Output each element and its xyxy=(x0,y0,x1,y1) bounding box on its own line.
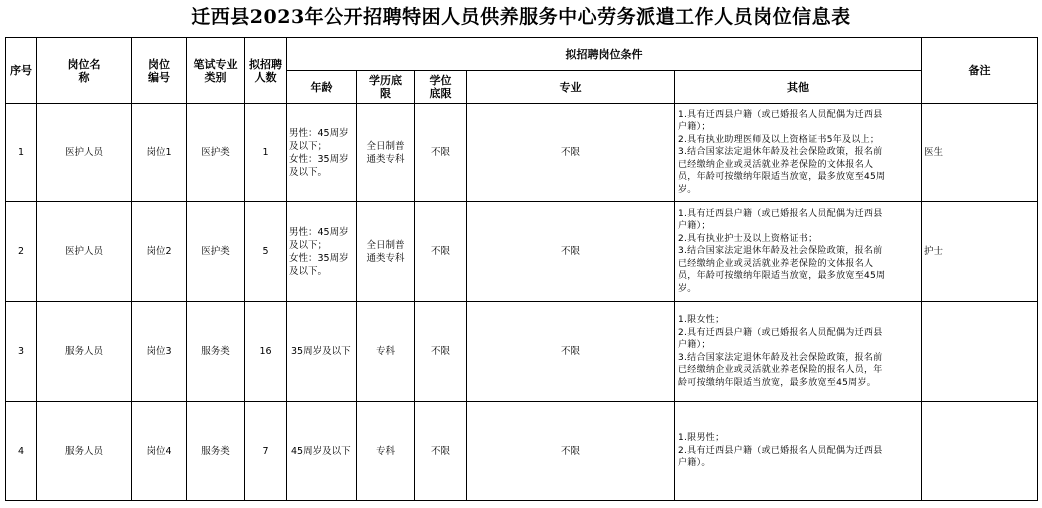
header-post-name: 岗位名称 xyxy=(37,38,132,104)
post-info-table xyxy=(5,37,1038,501)
cell-exam-category: 医护类 xyxy=(187,202,245,302)
cell-post-code: 岗位4 xyxy=(132,402,187,501)
cell-age xyxy=(287,302,357,402)
requirement-line: 户籍）。 xyxy=(678,458,711,469)
table-row xyxy=(6,104,1038,202)
cell-count: 5 xyxy=(245,202,287,302)
age-line: 45周岁及以下 xyxy=(291,445,351,457)
age-line: 男性：45周岁 xyxy=(289,127,349,139)
cell-education xyxy=(357,402,415,501)
requirement-line: 户籍）； xyxy=(678,221,711,232)
cell-degree: 不限 xyxy=(415,202,467,302)
page-title: 迁西县2023年公开招聘特困人员供养服务中心劳务派遣工作人员岗位信息表 xyxy=(191,6,851,28)
table-row xyxy=(6,402,1038,501)
header-education: 学历底限 xyxy=(357,71,415,104)
cell-post-name: 医护人员 xyxy=(37,202,132,302)
cell-major: 不限 xyxy=(467,202,675,302)
header-count: 拟招聘人数 xyxy=(245,38,287,104)
requirement-line: 已经缴纳企业或灵活就业养老保险的文体报名人 xyxy=(678,159,874,170)
requirement-line: 2.具有迁西县户籍（或已婚报名人员配偶为迁西县 xyxy=(678,445,883,456)
age-line: 女性：35周岁 xyxy=(289,252,349,264)
age-line: 35周岁及以下 xyxy=(291,346,351,357)
requirement-line: 员，年龄可按缴纳年限适当放宽，最多放宽至45周 xyxy=(678,172,886,183)
requirement-line: 已经缴纳企业或灵活就业养老保险的报名人员，年 xyxy=(678,365,883,375)
requirement-line: 1.具有迁西县户籍（或已婚报名人员配偶为迁西县 xyxy=(678,208,883,219)
requirement-line: 龄可按缴纳年限适当放宽，最多放宽至45周岁。 xyxy=(678,377,877,388)
requirement-line: 岁。 xyxy=(678,283,697,294)
table-row xyxy=(6,302,1038,402)
cell-seq: 4 xyxy=(6,402,37,501)
education-text: 专科 xyxy=(375,346,395,357)
cell-major: 不限 xyxy=(467,402,675,501)
requirement-line: 3.结合国家法定退休年龄及社会保险政策，报名前 xyxy=(678,147,883,158)
cell-age xyxy=(287,202,357,302)
cell-seq: 1 xyxy=(6,104,37,202)
cell-education xyxy=(357,202,415,302)
header-conditions: 拟招聘岗位条件 xyxy=(287,38,922,71)
cell-education xyxy=(357,302,415,402)
cell-exam-category: 服务类 xyxy=(187,402,245,501)
requirement-line: 3.结合国家法定退休年龄及社会保险政策，报名前 xyxy=(678,352,883,363)
requirement-line: 1.限女性； xyxy=(678,315,725,325)
cell-other xyxy=(675,402,922,501)
cell-other xyxy=(675,302,922,402)
age-line: 男性：45周岁 xyxy=(289,226,349,238)
requirement-line: 2.具有迁西县户籍（或已婚报名人员配偶为迁西县 xyxy=(678,327,883,338)
requirement-line: 1.限男性； xyxy=(678,433,725,444)
header-other: 其他 xyxy=(675,71,922,104)
cell-remark: 护士 xyxy=(922,202,1038,302)
cell-exam-category: 医护类 xyxy=(187,104,245,202)
requirement-line: 员，年龄可按缴纳年限适当放宽，最多放宽至45周 xyxy=(678,271,886,282)
cell-post-name: 服务人员 xyxy=(37,302,132,402)
age-line: 女性：35周岁 xyxy=(289,153,349,165)
cell-remark xyxy=(922,402,1038,501)
cell-count: 16 xyxy=(245,302,287,402)
header-exam-category: 笔试专业类别 xyxy=(187,38,245,104)
requirement-line: 1.具有迁西县户籍（或已婚报名人员配偶为迁西县 xyxy=(678,109,883,120)
requirement-line: 2.具有执业助理医师及以上资格证书5年及以上； xyxy=(678,134,880,145)
education-text: 全日制普通类专科 xyxy=(366,239,405,264)
age-line: 及以下。 xyxy=(289,265,328,277)
cell-post-code: 岗位3 xyxy=(132,302,187,402)
requirement-line: 岁。 xyxy=(678,184,697,195)
cell-age xyxy=(287,104,357,202)
requirement-line: 户籍）； xyxy=(678,122,711,133)
cell-degree: 不限 xyxy=(415,402,467,501)
requirement-line: 3.结合国家法定退休年龄及社会保险政策，报名前 xyxy=(678,246,883,257)
cell-degree: 不限 xyxy=(415,302,467,402)
cell-count: 1 xyxy=(245,104,287,202)
cell-post-code: 岗位1 xyxy=(132,104,187,202)
header-seq: 序号 xyxy=(6,38,37,104)
requirement-line: 户籍）； xyxy=(678,340,711,350)
cell-post-code: 岗位2 xyxy=(132,202,187,302)
cell-count: 7 xyxy=(245,402,287,501)
header-degree: 学位底限 xyxy=(415,71,467,104)
cell-major: 不限 xyxy=(467,104,675,202)
requirement-line: 2.具有执业护士及以上资格证书； xyxy=(678,233,818,244)
cell-seq: 2 xyxy=(6,202,37,302)
header-major: 专业 xyxy=(467,71,675,104)
cell-post-name: 医护人员 xyxy=(37,104,132,202)
cell-exam-category: 服务类 xyxy=(187,302,245,402)
age-line: 及以下； xyxy=(289,239,328,251)
age-line: 及以下； xyxy=(289,140,328,152)
header-post-code: 岗位编号 xyxy=(132,38,187,104)
table-row xyxy=(6,202,1038,302)
education-text: 全日制普通类专科 xyxy=(366,140,405,165)
cell-other xyxy=(675,202,922,302)
cell-degree: 不限 xyxy=(415,104,467,202)
cell-remark: 医生 xyxy=(922,104,1038,202)
requirement-line: 已经缴纳企业或灵活就业养老保险的文体报名人 xyxy=(678,258,874,269)
cell-seq: 3 xyxy=(6,302,37,402)
header-remark: 备注 xyxy=(922,38,1038,104)
cell-major: 不限 xyxy=(467,302,675,402)
header-age: 年龄 xyxy=(287,71,357,104)
cell-education xyxy=(357,104,415,202)
cell-other xyxy=(675,104,922,202)
education-text: 专科 xyxy=(375,445,395,457)
cell-remark xyxy=(922,302,1038,402)
cell-post-name: 服务人员 xyxy=(37,402,132,501)
age-line: 及以下。 xyxy=(289,166,328,178)
cell-age xyxy=(287,402,357,501)
